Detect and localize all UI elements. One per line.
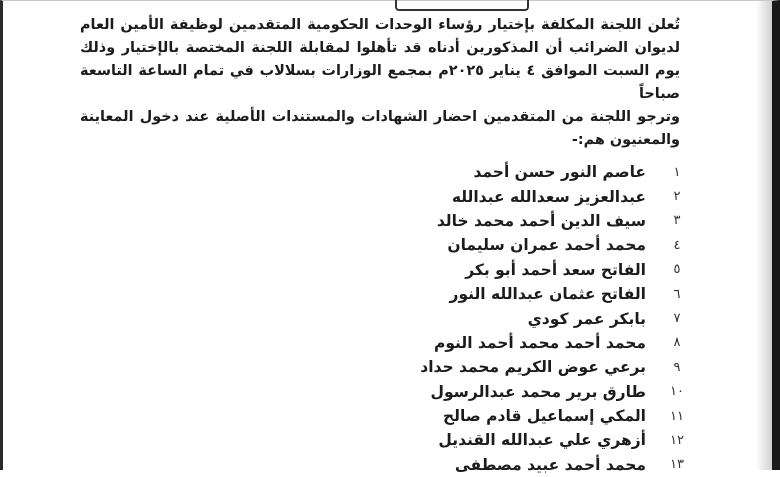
candidate-name: سيف الدين أحمد محمد خالد (436, 211, 646, 230)
list-item (218, 184, 698, 208)
candidate-name: عاصم النور حسن أحمد (473, 163, 646, 182)
header-bracket (395, 0, 529, 11)
item-number: ٩ (673, 359, 681, 375)
candidate-list (218, 160, 698, 477)
candidate-name: محمد أحمد محمد أحمد النوم (433, 333, 646, 352)
item-number: ٧ (673, 311, 681, 327)
list-item (218, 233, 698, 257)
candidate-name: محمد أحمد عمران سليمان (447, 236, 646, 255)
list-item (218, 355, 698, 379)
list-item (218, 404, 698, 428)
announcement-paragraph-1: تُعلن اللجنة المكلفة بإختيار رؤساء الوحدات الحكومية المتقدمين لوظيفة الأمين العام لديوان الضرائب أن المذكورين أدناه قد تأهلوا لمقابلة اللجنة المختصة بالإختيار وذلك يوم السبت الموافق ٤ يناير ٢٠٢٥م بمجمع الوزارات بسلالاب في تمام الساعة التاسعة صباحاً (80, 17, 680, 102)
candidate-name: بابكر عمر كودي (527, 309, 646, 328)
list-item (218, 306, 698, 330)
candidate-name: طارق برير محمد عبدالرسول (430, 382, 646, 401)
candidate-name: عبدالعزيز سعدالله عبدالله (451, 187, 646, 206)
list-item (218, 209, 698, 233)
item-number: ٨ (673, 335, 681, 351)
candidate-name: أزهري علي عبدالله القنديل (438, 431, 646, 450)
candidate-name: الفاتح سعد أحمد أبو بكر (465, 260, 646, 279)
list-item (218, 380, 698, 404)
announcement-paragraph-2: وترجو اللجنة من المتقدمين احضار الشهادات والمستندات الأصلية عند دخول المعاينة والمعنيون هم:- (80, 109, 680, 148)
candidate-name: المكي إسماعيل قادم صالح (443, 407, 646, 426)
item-number: ٥ (673, 262, 681, 278)
item-number: ٢ (673, 189, 681, 205)
item-number: ١٣ (670, 457, 684, 473)
item-number: ١ (673, 164, 681, 180)
list-item (218, 453, 698, 477)
candidate-name: محمد أحمد عبيد مصطفى (454, 455, 646, 474)
item-number: ١٠ (670, 384, 684, 400)
item-number: ١١ (670, 408, 684, 424)
list-item (218, 258, 698, 282)
item-number: ٦ (673, 286, 681, 302)
list-item (218, 282, 698, 306)
candidate-name: الفاتح عثمان عبدالله النور (449, 285, 646, 304)
list-item (218, 331, 698, 355)
list-item (218, 160, 698, 184)
item-number: ١٢ (670, 432, 684, 448)
item-number: ٤ (673, 237, 681, 253)
announcement-text (80, 14, 680, 152)
candidate-name: برعي عوض الكريم محمد حداد (420, 358, 646, 377)
item-number: ٣ (673, 213, 681, 229)
list-item (218, 428, 698, 452)
